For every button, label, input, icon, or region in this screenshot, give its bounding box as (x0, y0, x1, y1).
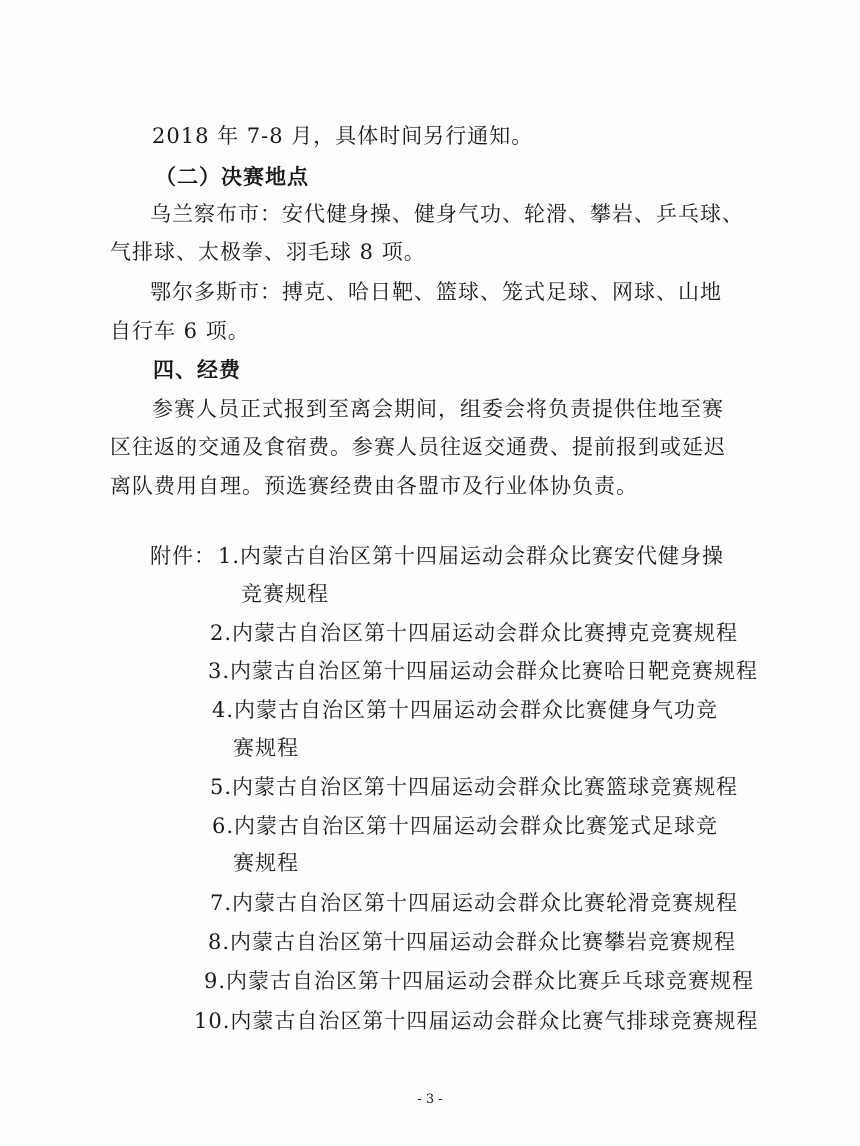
final-venue-heading: （二）决赛地点 (155, 165, 309, 189)
funding-paragraph-line-2: 区往返的交通及食宿费。参赛人员往返交通费、提前报到或延迟 (110, 435, 726, 459)
attachment-item-4-continuation: 赛规程 (233, 736, 299, 760)
attachment-item-9 (204, 967, 754, 995)
attachment-number: 5. (210, 775, 233, 799)
attachment-item-8 (208, 928, 736, 956)
attachment-item-4 (212, 696, 718, 724)
attachment-number: 10. (194, 1009, 231, 1033)
ordos-line-2: 自行车 6 项。 (110, 319, 250, 343)
attachment-title: 内蒙古自治区第十四届运动会群众比赛安代健身操 (240, 544, 725, 568)
attachment-item-1-continuation: 竞赛规程 (241, 582, 329, 606)
attachment-title: 内蒙古自治区第十四届运动会群众比赛健身气功竞 (234, 698, 719, 722)
attachment-number: 7. (210, 891, 233, 915)
funding-heading: 四、经费 (153, 358, 241, 382)
attachment-title: 内蒙古自治区第十四届运动会群众比赛攀岩竞赛规程 (230, 930, 737, 954)
wulanchabu-line-1: 乌兰察布市：安代健身操、健身气功、轮滑、攀岩、乒乓球、 (150, 202, 744, 226)
attachment-number: 6. (212, 814, 235, 838)
attachment-item-6 (212, 812, 718, 840)
attachment-number: 8. (208, 930, 231, 954)
wulanchabu-line-2: 气排球、太极拳、羽毛球 8 项。 (110, 240, 426, 264)
ordos-line-1: 鄂尔多斯市：搏克、哈日靶、篮球、笼式足球、网球、山地 (150, 280, 722, 304)
date-line: 2018 年 7-8 月，具体时间另行通知。 (152, 124, 534, 148)
attachment-item-6-continuation: 赛规程 (233, 851, 299, 875)
attachment-title: 内蒙古自治区第十四届运动会群众比赛篮球竞赛规程 (232, 775, 739, 799)
attachment-title: 内蒙古自治区第十四届运动会群众比赛轮滑竞赛规程 (232, 891, 739, 915)
attachment-item-7 (210, 889, 738, 917)
attachment-item-10 (194, 1007, 758, 1035)
attachment-number: 2. (210, 621, 233, 645)
attachment-title: 内蒙古自治区第十四届运动会群众比赛哈日靶竞赛规程 (230, 659, 759, 683)
attachment-item-3 (208, 657, 758, 685)
attachment-number: 1. (218, 544, 241, 568)
page-number: - 3 - (417, 1092, 443, 1107)
attachment-number: 9. (204, 969, 227, 993)
attachment-item-2 (210, 619, 738, 647)
attachment-title: 内蒙古自治区第十四届运动会群众比赛笼式足球竞 (234, 814, 719, 838)
attachment-title: 内蒙古自治区第十四届运动会群众比赛气排球竞赛规程 (230, 1009, 759, 1033)
attachment-title: 内蒙古自治区第十四届运动会群众比赛乒乓球竞赛规程 (226, 969, 755, 993)
attachments-label: 附件： (150, 544, 216, 568)
attachment-number: 3. (208, 659, 231, 683)
attachment-item-1 (218, 542, 724, 570)
funding-paragraph-line-1: 参赛人员正式报到至离会期间，组委会将负责提供住地至赛 (152, 397, 724, 421)
attachment-number: 4. (212, 698, 235, 722)
attachment-item-5 (210, 773, 738, 801)
attachment-title: 内蒙古自治区第十四届运动会群众比赛搏克竞赛规程 (232, 621, 739, 645)
funding-paragraph-line-3: 离队费用自理。预选赛经费由各盟市及行业体协负责。 (110, 474, 638, 498)
